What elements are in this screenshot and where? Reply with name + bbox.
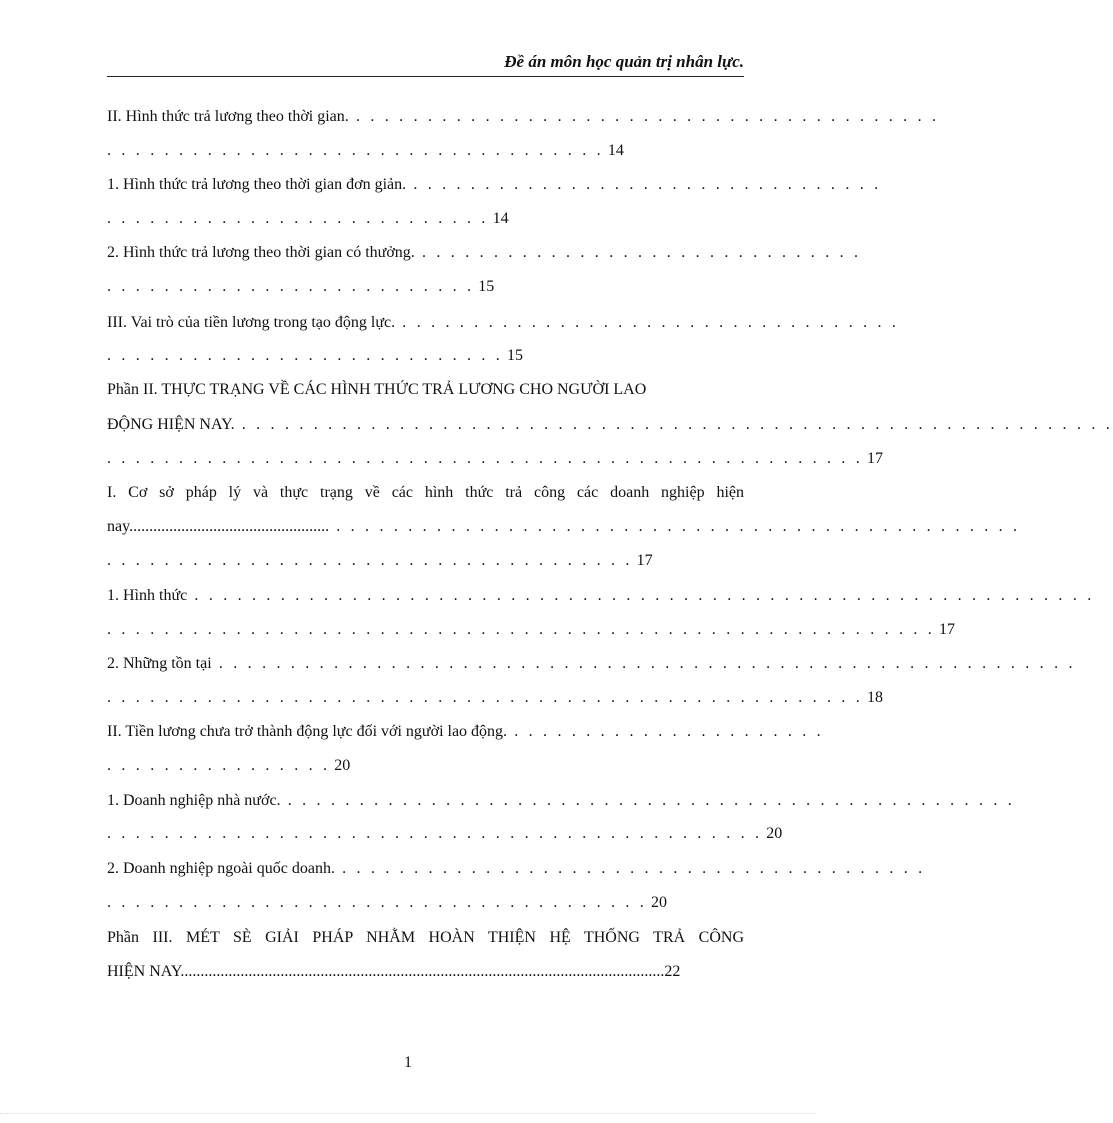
toc-page-number: 14	[492, 210, 509, 227]
toc-entry-text: Phần II. THỰC TRẠNG VỀ CÁC HÌNH THỨC TRẢ LƯƠNG CHO NGƯỜI LAO	[107, 381, 647, 398]
toc-entry-line-continued[interactable]	[107, 515, 1021, 539]
toc-entry-line[interactable]	[107, 857, 926, 881]
toc-entry-page-line	[107, 891, 667, 915]
dot-leader: . . . . . . . . . . . . . . . . . . . . . . . . . .	[107, 278, 475, 295]
toc-entry-text: nay	[107, 518, 130, 535]
dot-leader: . . . . . . . . . . . . . . . . . . . . . . . . . . . . . . .	[414, 244, 862, 261]
toc-entry-line[interactable]	[107, 789, 1015, 813]
toc-page-number: 20	[334, 757, 351, 774]
toc-page-number: 20	[766, 825, 783, 842]
toc-entry-text: 2. Hình thức trả lương theo thời gian có thưởng.	[107, 244, 415, 261]
toc-entry-line-continued[interactable]	[107, 960, 744, 984]
toc-entry-line[interactable]	[107, 173, 882, 197]
toc-entry-page-line	[107, 207, 509, 231]
toc-entry-line[interactable]	[107, 105, 940, 129]
dot-leader: . . . . . . . . . . . . . . . . . . . . . . . . . . . . . . . . . . . . . . . . . . . . . . . . . . . . . . . . . . . .	[211, 655, 1076, 672]
dot-leader: . . . . . . . . . . . . . . . . . . . . . . . . . . . .	[107, 347, 503, 364]
toc-entry-text: HIỆN NAY	[107, 963, 181, 980]
toc-entry-line[interactable]	[107, 481, 744, 505]
toc-entry-line-continued[interactable]	[107, 413, 1113, 437]
dot-leader: . . . . . . . . . . . . . . . . . . . . . . . . . . . . . . . . . . .	[395, 314, 900, 331]
dot-leader: . . . . . . . . . . . . . . . . . . . . . . . . . . . . . . . . . . . . . . . . . . . . . . . . . . .	[280, 792, 1015, 809]
dot-leader: . . . . . . . . . . . . . . . . . . . . . . . . . . . . . . . . . . .	[107, 142, 604, 159]
dot-leader: .........................................................................................................................	[180, 963, 665, 980]
dot-leader: . . . . . . . . . . . . . . . . . . . . . . . . . . . . . . . . . . . . . .	[107, 894, 647, 911]
document-header	[107, 50, 744, 77]
toc-entry-line[interactable]	[107, 720, 824, 744]
dot-leader: . . . . . . . . . . . . . . . . . . . . . . . . . . . . . . . . . . . . . . . . . . . . . . . . . . . . . . . . . . . . .	[234, 416, 1113, 433]
toc-entry-text: I. Cơ sở pháp lý và thực trạng về các hình thức trả công các doanh nghiệp hiện	[107, 484, 744, 501]
dot-leader: . . . . . . . . . . . . . . . . . . . . . . . . . . . . . . . . . . . . . . . . . . . . . . . .	[329, 518, 1021, 535]
toc-page-number: 17	[867, 450, 883, 467]
toc-entry-page-line	[107, 549, 653, 573]
toc-entry-page-line	[107, 822, 782, 846]
dot-leader: . . . . . . . . . . . . . . . . . . . . . .	[507, 723, 824, 740]
dot-leader: . . . . . . . . . . . . . . . . . . . . . . . . . . . . . . . . . . . . . . . . . . . . . . . . . . . . .	[107, 689, 863, 706]
dot-leader: . . . . . . . . . . . . . . . . . . . . . . . . . . . . . . . . . . . . . . . . . . . . . . . . . . . . .	[107, 450, 863, 467]
toc-entry-page-line	[107, 447, 883, 471]
toc-entry-page-line	[107, 275, 494, 299]
toc-entry-text: 1. Hình thức trả lương theo thời gian đơn giản.	[107, 176, 407, 193]
dot-leader: . . . . . . . . . . . . . . . . . . . . . . . . . . .	[107, 210, 489, 227]
toc-entry-text: 2. Những tồn tại	[107, 655, 212, 672]
toc-page-number: 17	[939, 621, 955, 638]
toc-page-number: 17	[636, 552, 653, 569]
toc-entry-line[interactable]	[107, 378, 744, 402]
toc-page-number: 20	[651, 894, 667, 911]
toc-entry-text: Phần III. MÉT SÈ GIẢI PHÁP NHẰM HOÀN THIỆN HỆ THỐNG TRẢ CÔNG	[107, 929, 744, 946]
toc-entry-text: II. Hình thức trả lương theo thời gian.	[107, 108, 349, 125]
dot-leader: . . . . . . . . . . . . . . . .	[107, 757, 331, 774]
toc-entry-text: III. Vai trò của tiền lương trong tạo động lực.	[107, 314, 396, 331]
dot-leader: . . . . . . . . . . . . . . . . . . . . . . . . . . . . . . . . .	[406, 176, 882, 193]
toc-page-number: 15	[507, 347, 523, 364]
dot-leader: . . . . . . . . . . . . . . . . . . . . . . . . . . . . . . . . . . . . .	[107, 552, 633, 569]
dot-leader: . . . . . . . . . . . . . . . . . . . . . . . . . . . . . . . . . . . . . . . . . . . . . . . . . . . . . . . . . .	[107, 621, 935, 638]
toc-entry-line[interactable]	[107, 584, 1095, 608]
toc-page-number: 18	[867, 689, 883, 706]
toc-entry-text: 1. Doanh nghiệp nhà nước.	[107, 792, 281, 809]
dot-leader: . . . . . . . . . . . . . . . . . . . . . . . . . . . . . . . . . . . . . . . . . . . . . . . . . . . . . . . . . . . . . . .	[187, 587, 1095, 604]
toc-entry-text: 1. Hình thức	[107, 587, 188, 604]
toc-page-number: 15	[478, 278, 495, 295]
toc-entry-line[interactable]	[107, 311, 900, 335]
dot-leader: . . . . . . . . . . . . . . . . . . . . . . . . . . . . . . . . . . . . . . . . .	[334, 860, 926, 877]
page-edge-divider	[0, 1113, 816, 1114]
dot-leader: . . . . . . . . . . . . . . . . . . . . . . . . . . . . . . . . . . . . . . . . .	[348, 108, 940, 125]
toc-entry-page-line	[107, 618, 955, 642]
page-number: 1	[404, 1054, 412, 1071]
toc-entry-line[interactable]	[107, 652, 1076, 676]
header-title: Đề án môn học quản trị nhân lực.	[504, 52, 744, 71]
toc-page-number: 22	[664, 963, 681, 980]
toc-entry-line[interactable]	[107, 926, 744, 950]
toc-entry-page-line	[107, 344, 523, 368]
toc-entry-line[interactable]	[107, 241, 862, 265]
toc-entry-page-line	[107, 754, 350, 778]
toc-entry-page-line	[107, 139, 624, 163]
toc-entry-page-line	[107, 686, 883, 710]
toc-entry-text: ĐỘNG HIỆN NAY.	[107, 416, 235, 433]
toc-entry-text: II. Tiền lương chưa trở thành động lực đối với người lao động.	[107, 723, 508, 740]
dot-leader: . . . . . . . . . . . . . . . . . . . . . . . . . . . . . . . . . . . . . . . . . . . . . .	[107, 825, 763, 842]
dot-leader: ..................................................	[129, 518, 330, 535]
toc-entry-text: 2. Doanh nghiệp ngoài quốc doanh.	[107, 860, 335, 877]
toc-page-number: 14	[607, 142, 624, 159]
